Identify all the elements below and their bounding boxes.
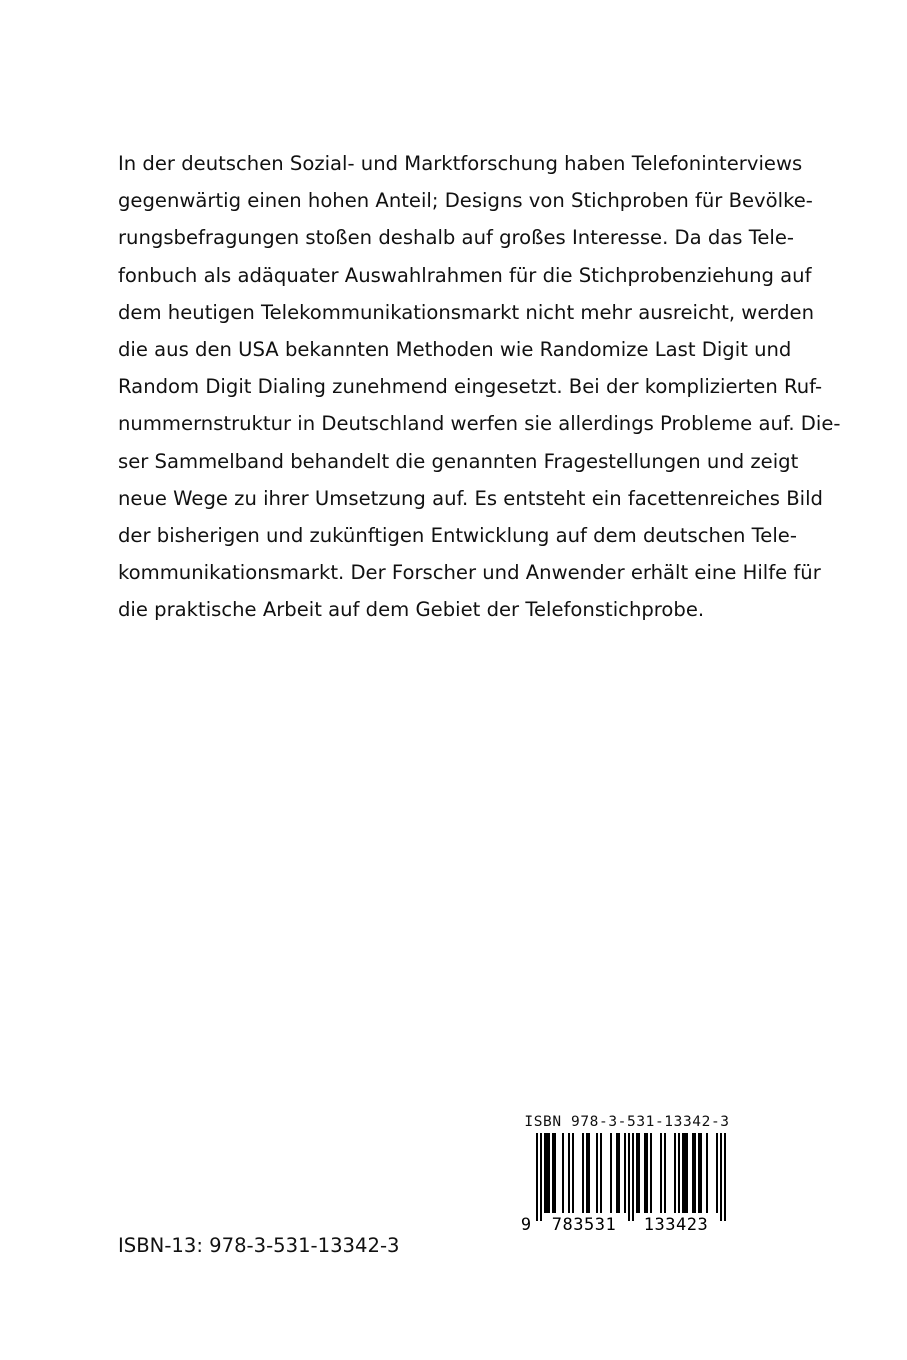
barcode-bar [724,1133,726,1221]
barcode-bar [650,1133,652,1213]
isbn-barcode [516,1111,738,1233]
blurb-line: die aus den USA bekannten Methoden wie Randomize Last Digit und [118,337,792,361]
barcode-bar [616,1133,618,1213]
barcode-bar [674,1133,676,1213]
barcode-bar [644,1133,646,1213]
isbn-13-text: ISBN-13: 978-3-531-13342-3 [118,1234,400,1257]
barcode-bar [544,1133,546,1213]
blurb-line: ser Sammelband behandelt die genannten Fragestellungen und zeigt [118,449,799,473]
barcode-bar [546,1133,548,1213]
barcode-bar [686,1133,688,1213]
barcode-bar [632,1133,634,1221]
blurb-line: Random Digit Dialing zunehmend eingesetzt. Bei der komplizierten Ruf- [118,375,823,399]
barcode-bar [600,1133,602,1213]
back-cover-blurb [118,145,841,628]
blurb-line: neue Wege zu ihrer Umsetzung auf. Es entsteht ein facettenreiches Bild [118,486,823,510]
barcode-digit-first: 9 [520,1215,532,1233]
barcode-bar [582,1133,584,1213]
barcode-isbn-label: ISBN 978-3-531-13342-3 [524,1114,730,1130]
blurb-line: die praktische Arbeit auf dem Gebiet der Telefonstichprobe. [118,598,705,622]
barcode-digits-right: 133423 [643,1215,709,1233]
blurb-line: gegenwärtig einen hohen Anteil; Designs von Stichproben für Bevölke- [118,189,813,213]
barcode-bar [664,1133,666,1213]
barcode-bar [536,1133,538,1221]
barcode-bar [554,1133,556,1213]
barcode-bar [698,1133,700,1213]
barcode-bar [636,1133,638,1213]
barcode-bar [638,1133,640,1213]
blurb-line: rungsbefragungen stoßen deshalb auf großes Interesse. Da das Tele- [118,226,795,250]
barcode-bar [540,1133,542,1221]
barcode-bar [618,1133,620,1213]
barcode-bar [552,1133,554,1213]
blurb-line: kommunikationsmarkt. Der Forscher und Anwender erhält eine Hilfe für [118,561,821,585]
barcode-bar [572,1133,574,1213]
blurb-line: der bisherigen und zukünftigen Entwicklung auf dem deutschen Tele- [118,523,797,547]
barcode-bar [706,1133,708,1213]
barcode-bar [586,1133,588,1213]
barcode-bar [548,1133,550,1213]
barcode-bar [684,1133,686,1213]
blurb-line: nummernstruktur in Deutschland werfen sie allerdings Probleme auf. Die- [118,412,841,436]
barcode-bar [610,1133,612,1213]
barcode-bar [682,1133,684,1213]
barcode-bar [596,1133,598,1213]
barcode-bar [628,1133,630,1221]
barcode-bar [562,1133,564,1213]
barcode-bar [660,1133,662,1213]
barcode-bar [678,1133,680,1213]
barcode-bar [720,1133,722,1221]
blurb-line: fonbuch als adäquater Auswahlrahmen für die Stichprobenziehung auf [118,263,812,287]
barcode-bar [694,1133,696,1213]
barcode-bar [646,1133,648,1213]
barcode-digits-left: 783531 [551,1215,617,1233]
barcode-bar [692,1133,694,1213]
barcode-bar [568,1133,570,1213]
barcode-bars [536,1133,726,1221]
barcode-graphic [516,1133,738,1233]
barcode-bar [588,1133,590,1213]
blurb-line: In der deutschen Sozial- und Marktforschung haben Telefoninterviews [118,152,803,175]
barcode-bar [700,1133,702,1213]
barcode-bar [716,1133,718,1213]
blurb-line: dem heutigen Telekommunikationsmarkt nicht mehr ausreicht, werden [118,300,814,324]
barcode-bar [624,1133,626,1213]
